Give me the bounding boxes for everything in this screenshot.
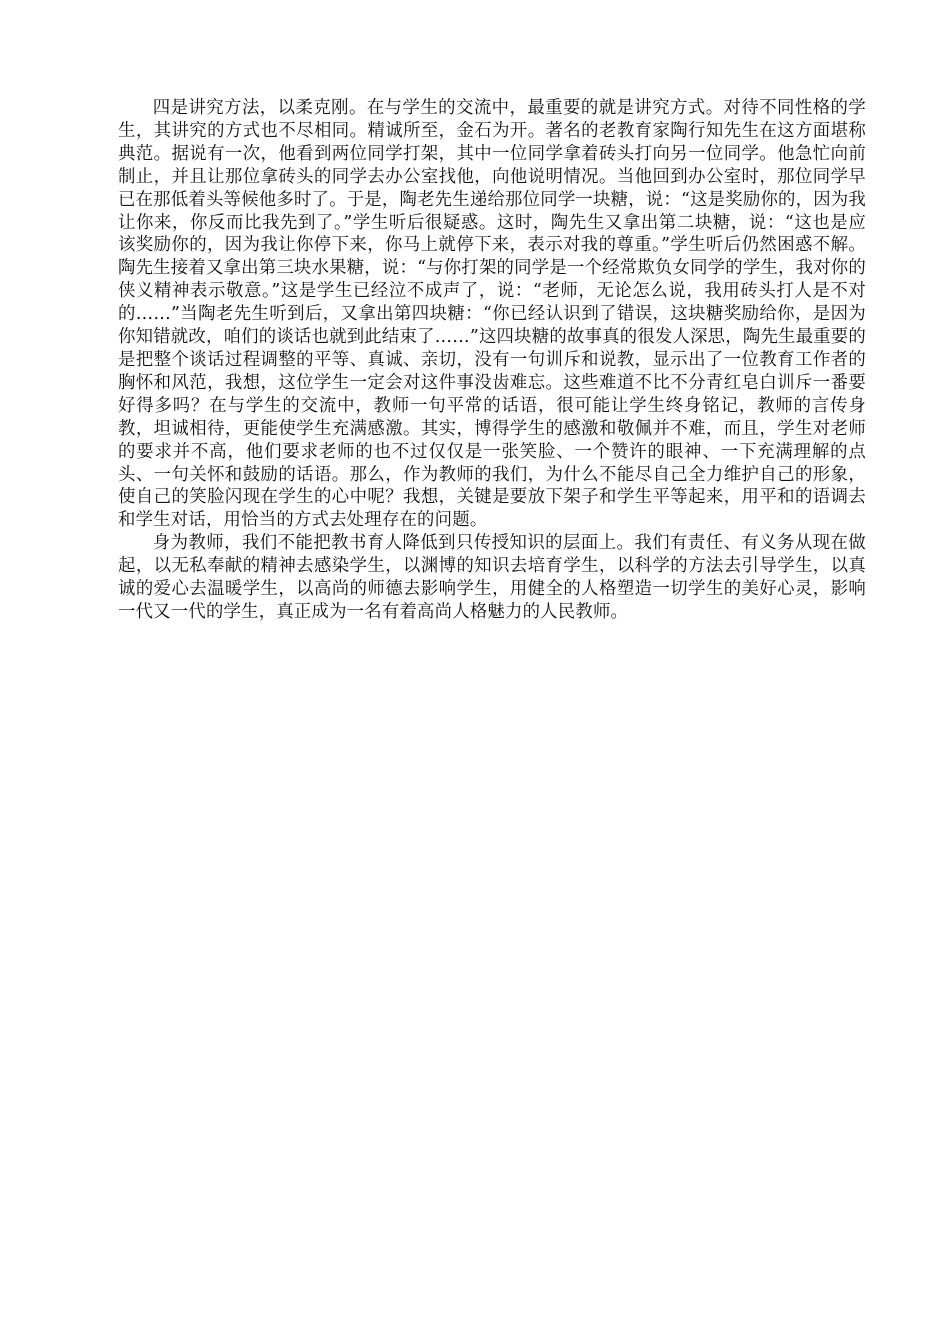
body-paragraph-1: 四是讲究方法，以柔克刚。在与学生的交流中，最重要的就是讲究方式。对待不同性格的学生，其讲究的方式也不尽相同。精诚所至，金石为开。著名的老教育家陶行知先生在这方面堪称典范。据说有一次，他看到两位同学打架，其中一位同学拿着砖头打向另一位同学。他急忙向前制止，并且让那位拿砖头的同学去办公室找他，向他说明情况。当他回到办公室时，那位同学早已在那低着头等候他多时了。于是，陶老先生递给那位同学一块糖，说：“这是奖励你的，因为我让你来，你反而比我先到了。”学生听后很疑惑。这时，陶先生又拿出第二块糖，说：“这也是应该奖励你的，因为我让你停下来，你马上就停下来，表示对我的尊重。”学生听后仍然困惑不解。陶先生接着又拿出第三块水果糖，说：“与你打架的同学是一个经常欺负女同学的学生，我对你的侠义精神表示敬意。”这是学生已经泣不成声了，说：“老师，无论怎么说，我用砖头打人是不对的……”当陶老先生听到后，又拿出第四块糖：“你已经认识到了错误，这块糖奖励给你，是因为你知错就改，咱们的谈话也就到此结束了……”这四块糖的故事真的很发人深思，陶先生最重要的是把整个谈话过程调整的平等、真诚、亲切，没有一句训斥和说教，显示出了一位教育工作者的胸怀和风范，我想，这位学生一定会对这件事没齿难忘。这些难道不比不分青红皂白训斥一番要好得多吗？在与学生的交流中，教师一句平常的话语，很可能让学生终身铭记，教师的言传身教，坦诚相待，更能使学生充满感激。其实，博得学生的感激和敬佩并不难，而且，学生对老师的要求并不高，他们要求老师的也不过仅仅是一张笑脸、一个赞许的眼神、一下充满理解的点头、一句关怀和鼓励的话语。那么，作为教师的我们，为什么不能尽自己全力维护自己的形象，使自己的笑脸闪现在学生的心中呢？我想，关键是要放下架子和学生平等起来，用平和的语调去和学生对话，用恰当的方式去处理存在的问题。: [118, 98, 866, 531]
document-page: [118, 97, 866, 624]
body-paragraph-2: 身为教师，我们不能把教书育人降低到只传授知识的层面上。我们有责任、有义务从现在做起，以无私奉献的精神去感染学生，以渊博的知识去培育学生，以科学的方法去引导学生，以真诚的爱心去温暖学生，以高尚的师德去影响学生，用健全的人格塑造一切学生的美好心灵，影响一代又一代的学生，真正成为一名有着高尚人格魅力的人民教师。: [118, 533, 866, 622]
